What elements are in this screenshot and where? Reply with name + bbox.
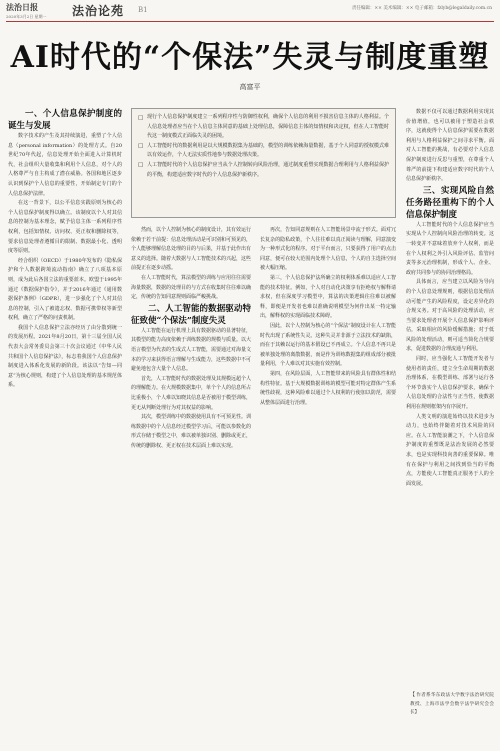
column-4 bbox=[406, 108, 494, 688]
paragraph: 经合组织（OECD）于1980年发布的《隐私保护和个人数据跨境流动指南》确立了八项基本原则，成为此后各国立法的重要蓝本。欧盟于1995年通过《数据保护指令》，并于2016年通过《通用数据保护条例》（GDPR），进一步强化了个人对其信息的控制，引入了被遗忘权、数据可携带权等新型权利，确立了严格的问责机制。 bbox=[8, 257, 122, 322]
article-title: AI时代的“个保法”失灵与制度重塑 bbox=[10, 40, 490, 75]
paragraph: 数字技术的产生及其持续演进，重塑了个人信息（personal information）的处理方式。自20世纪70年代起，信息处理开始全面进入计算机时代，社会组织大量收集和利用个人信息，对个人的人格尊严与自主构成了潜在威胁。各国和地区逐步认识到保护个人信息的重要性，开始制定专门的个人信息保护法律。 bbox=[8, 133, 122, 197]
section-heading: 一、个人信息保护制度的诞生与发展 bbox=[8, 109, 122, 131]
column-1 bbox=[8, 108, 122, 744]
paragraph: 数据不仅可以通过数据利用实现其价值增值，也可以被用于塑造社会秩序，这就使得个人信息保护需要在数据利用与人格利益保护之间寻求平衡。面对人工智能的挑战，有必要对个人信息保护制度进行反思与重塑，在尊重个人尊严的前提下构建适应数字时代的个人信息保护新秩序。 bbox=[406, 109, 494, 183]
section-title: 法治论苑 bbox=[72, 4, 125, 18]
paragraph: 其次，模型训练中的数据使用具有不可预见性。训练数据中的个人信息经过模型学习后，可能以参数化的形式存储于模型之中，难以被单独识别、删除或更正，传统的删除权、更正权在技术层面上难以实现。 bbox=[131, 414, 251, 449]
abstract-point: □ 人工智能时代的个人信息保护应当从个人控制转向风险治理，通过制度重塑实现数据合理利用与人格利益保护的平衡，构建适应数字时代的个人信息保护新秩序。 bbox=[138, 161, 389, 178]
editor-info: 责任编辑：×× 美术编辑：×× 电子邮箱：fzlyb@legaldaily.com.cn bbox=[351, 6, 492, 11]
paragraph: 具体而言，应当建立以风险为导向的个人信息处理规则，根据信息处理活动可能产生的风险程度，设定差异化的合规义务。对于高风险的处理活动，应当要求处理者开展个人信息保护影响评估，采取相应的风险缓解措施；对于低风险的处理活动，则可适当简化合规要求，促进数据的合理流通与利用。 bbox=[406, 279, 494, 353]
paper-name: 法治日报 bbox=[6, 2, 38, 12]
abstract-point: □ 现行个人信息保护制度建立一系列程序性与防御性权利，确保个人信息的利用不损害信息主体的人格利益。个人信息处理者应当在个人信息主体同意的基础上处理信息，保障信息主体的知情权和决定权，但在人工智能时代这一制度模式正面临失灵的困境。 bbox=[138, 114, 389, 140]
abstract-box bbox=[131, 108, 396, 218]
paragraph: 在这一背景下，以公平信息实践原则为核心的个人信息保护制度得以确立。该制度以个人对其信息的控制为基本理念，赋予信息主体一系列程序性权利，包括知情权、访问权、更正权和删除权等，要求信息处理者遵循目的限制、数据最小化、透明度等原则。 bbox=[8, 200, 122, 255]
paragraph: 人工智能时代的个人信息保护应当实现从个人控制向风险治理的转变。这一转变并不意味着放弃个人权利，而是在个人权利之外引入风险评估、监管问责等多元治理机制，形成个人、企业、政府共同参与的协同治理格局。 bbox=[406, 221, 494, 276]
abstract-point: □ 人工智能时代的数据利用是以大规模数据集为基础的，模型的训练依赖海量数据，基于个人同意的授权模式难以有效运作，个人无法实质性地参与数据处理决策。 bbox=[138, 142, 389, 159]
column-3 bbox=[260, 226, 396, 744]
paragraph: 我国个人信息保护立法亦经历了由分散到统一的发展历程。2021年8月20日，第十三届全国人民代表大会常务委员会第三十次会议通过《中华人民共和国个人信息保护法》，标志着我国个人信息保护制度进入体系化发展的新阶段。该法以“告知—同意”为核心规则，构建了个人信息处理的基本规范体系。 bbox=[8, 324, 122, 389]
checkbox-bullet-icon: □ bbox=[138, 114, 144, 121]
paragraph: 人类文明的演进始终以技术进步为动力，也始终伴随着对技术风险的回应。在人工智能浪潮之下，个人信息保护制度的重塑既是法治发展的必然要求，也是实现科技向善的重要保障。唯有在保护与利用之间找到恰当的平衡点，方能使人工智能真正服务于人的全面发展。 bbox=[406, 413, 494, 487]
section-code: B1 bbox=[138, 6, 148, 14]
paragraph: 因此，以个人控制为核心的“个保法”制度设计在人工智能时代出现了系统性失灵。这种失灵并非源于立法技术的缺陷，而在于其赖以运行的基本假设已不再成立。个人信息不再只是被单独处理的离散数据，而是作为训练数据集的组成部分被批量利用，个人难以对其实施有效控制。 bbox=[260, 322, 396, 368]
author-bio bbox=[410, 691, 494, 718]
paragraph: 然而，以个人控制为核心的制度设计，其有效运行依赖于若干前提：信息处理活动是可识别和可预见的，个人能够理解信息处理的目的与后果，并基于此作出有意义的选择。随着大数据与人工智能技术的兴起，这些前提正在逐步动摇。 bbox=[131, 227, 251, 272]
paragraph: 首先，人工智能时代的数据处理及其规模远超个人的理解能力。在大规模数据集中，单个个人的信息所占比重极小，个人难以知晓其信息是否被用于模型训练，更无从判断处理行为对其权益的影响。 bbox=[131, 375, 251, 411]
paragraph: 同时，应当强化人工智能开发者与使用者的责任，建立全生命周期的数据治理体系，在模型训练、部署与运行各个环节落实个人信息保护要求，确保个人信息处理的合法性与正当性，使数据利用在规则框架内有序展开。 bbox=[406, 356, 494, 411]
paragraph: 人工智能在运行机理上具有数据驱动的显著特征，其模型的能力高度依赖于训练数据的规模与质量。以大语言模型为代表的生成式人工智能，需要通过对海量文本的学习来获得语言理解与生成能力，这些数据中不可避免地包含大量个人信息。 bbox=[131, 327, 251, 373]
bio-text: 作者系华东政法大学数字法治研究院教授、上海市法学会数字法学研究会会长】 bbox=[410, 693, 494, 716]
masthead-left bbox=[6, 3, 66, 20]
paragraph: 在人工智能时代，算法模型的训练与应用往往需要海量数据，数据的处理目的与方式在收集时往往难以确定，传统的告知同意规则面临严峻挑战。 bbox=[131, 274, 251, 301]
bio-bracket: 【 bbox=[410, 692, 416, 698]
paragraph: 再次，告知同意规则在人工智能场景中流于形式。面对冗长复杂的隐私政策，个人往往难以真正阅读与理解，同意演变为一种形式化的程序。对于平台而言，只要获得了用户的点击同意，便可在较大范围内处理个人信息，个人的自主选择空间被大幅压缩。 bbox=[260, 227, 396, 272]
section-heading: 二、人工智能的数据驱动特征致使“个保法”制度失灵 bbox=[131, 303, 251, 326]
column-2 bbox=[131, 226, 251, 744]
section-heading: 三、实现风险自然任务路径重构下的个人信息保护制度 bbox=[406, 185, 494, 220]
article-author: 高富平 bbox=[239, 83, 261, 91]
paragraph: 第四，在风险层面，人工智能带来的风险具有群体性和结构性特征。基于大规模数据训练的模型可能对特定群体产生系统性歧视，这种风险难以通过个人权利的行使加以防范，需要从整体层面进行治理。 bbox=[260, 370, 396, 406]
header-divider bbox=[6, 21, 494, 22]
issue-date: 2020年3月2日 星期一 bbox=[6, 14, 47, 19]
paragraph: 第三，个人信息保护法所确立的权利体系难以适应人工智能的技术特征。例如，个人对自动化决策享有拒绝权与解释请求权，但在深度学习模型中，算法的决策逻辑往往难以被解释，即便是开发者也难以准确说明模型为何作出某一特定输出，解释权的实现面临技术障碍。 bbox=[260, 274, 396, 320]
checkbox-bullet-icon: □ bbox=[138, 143, 144, 150]
checkbox-bullet-icon: □ bbox=[138, 162, 144, 169]
